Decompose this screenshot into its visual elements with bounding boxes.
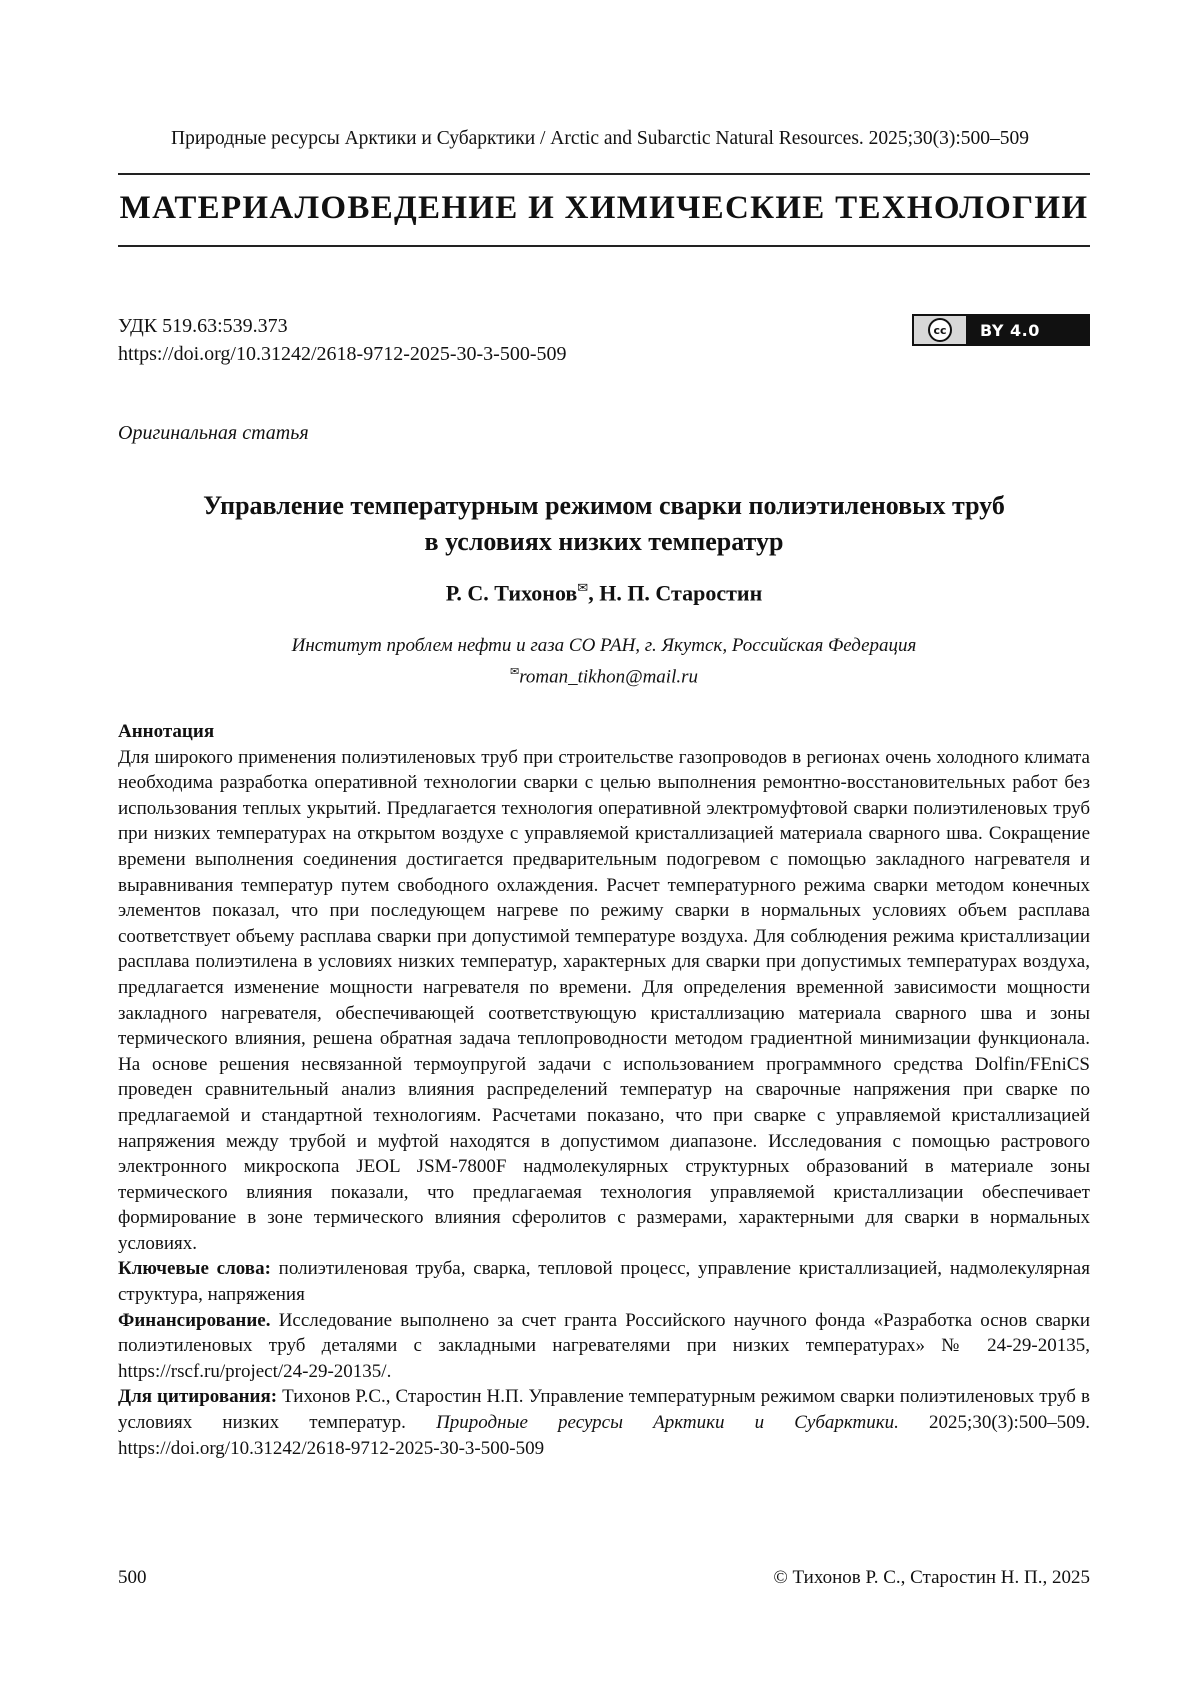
affiliation-block — [118, 632, 1090, 690]
funding-text: Исследование выполнено за счет гранта Российского научного фонда «Разработка основ сварки полиэтиленовых труб деталями с закладными нагревателями при низких температурах» № 24-29-20135, https://rscf.ru/project/24-29-20135/. — [118, 1309, 1090, 1382]
mail-icon: ✉ — [577, 580, 589, 595]
section-title: МАТЕРИАЛОВЕДЕНИЕ И ХИМИЧЕСКИЕ ТЕХНОЛОГИИ — [119, 190, 1089, 226]
author-1: Р. С. Тихонов — [445, 580, 578, 606]
header-rule-bottom — [118, 245, 1090, 247]
abstract-heading: Аннотация — [118, 721, 215, 742]
cc-license-badge[interactable] — [912, 314, 1090, 346]
cc-icon: cc — [928, 318, 952, 342]
page-number: 500 — [118, 1567, 147, 1588]
email-line — [118, 659, 1090, 690]
cc-license-text: BY 4.0 — [980, 320, 1040, 340]
authors — [118, 580, 1090, 606]
udc-code: УДК 519.63:539.373 — [118, 315, 288, 337]
keywords-text: полиэтиленовая труба, сварка, тепловой процесс, управление кристаллизацией, надмолекулярная структура, напряжения — [118, 1258, 1090, 1306]
header-rule-top — [118, 173, 1090, 175]
affiliation: Институт проблем нефти и газа СО РАН, г. Якутск, Российская Федерация — [291, 635, 917, 656]
author-email[interactable]: roman_tikhon@mail.ru — [519, 666, 699, 688]
udc-block — [118, 312, 567, 368]
copyright: © Тихонов Р. С., Старостин Н. П., 2025 — [773, 1567, 1090, 1588]
citation-text-a: Тихонов Р.С., Старостин Н.П. Управление температурным режимом сварки полиэтиленовых труб в условиях низких температур. — [118, 1386, 1090, 1434]
citation-journal: Природные ресурсы Арктики и Субарктики. — [436, 1412, 899, 1434]
doi-link[interactable]: https://doi.org/10.31242/2618-9712-2025-30-3-500-509 — [118, 343, 567, 365]
article-title-line1: Управление температурным режимом сварки полиэтиленовых труб — [203, 491, 1005, 520]
abstract-block — [118, 719, 1090, 1461]
cc-logo — [914, 316, 966, 344]
article-title — [118, 488, 1090, 560]
keywords — [118, 1256, 1090, 1307]
article-type: Оригинальная статья — [118, 422, 309, 444]
keywords-label: Ключевые слова: — [118, 1258, 271, 1280]
mail-icon: ✉ — [509, 666, 520, 678]
journal-header: Природные ресурсы Арктики и Субарктики / Arctic and Subarctic Natural Resources. 2025;30(3):500–509 — [170, 128, 1029, 149]
funding-label: Финансирование. — [118, 1309, 271, 1331]
abstract-text: Для широкого применения полиэтиленовых труб при строительстве газопроводов в регионах очень холодного климата необходима разработка оперативной технологии сварки с целью выполнения ремонтно-восстановительных работ без использования теплых укрытий. Предлагается технология оперативной электромуфтовой сварки полиэтиленовых труб при низких температурах на открытом воздухе с управляемой кристаллизацией материала сварного шва. Сокращение времени выполнения соединения достигается предварительным подогревом с помощью закладного нагревателя и выравнивания температур путем свободного охлаждения. Расчет температурного режима сварки методом конечных элементов показал, что при последующем нагреве по режиму сварки в нормальных условиях объем расплава соответствует объему расплава сварки при допустимой температуре воздуха. Для соблюдения режима кристаллизации расплава полиэтилена в условиях низких температур, характерных для сварки при допустимых температурах воздуха, предлагается изменение мощности нагревателя по времени. Для определения временной зависимости мощности закладного нагревателя, обеспечивающей соответствующую кристаллизацию материала сварного шва и зоны термического влияния, решена обратная задача теплопроводности методом градиентной минимизации функционала. На основе решения несвязанной термоупругой задачи с использованием программного средства Dolfin/FEniCS проведен сравнительный анализ влияния распределений температур на сварочные напряжения при сварке по предлагаемой и стандартной технологиям. Расчетами показано, что при сварке с управляемой кристаллизацией напряжения между трубой и муфтой находятся в допустимом диапазоне. Исследования с помощью растрового электронного микроскопа JEOL JSM-7800F надмолекулярных структурных образований в материале зоны термического влияния показали, что предлагаемая технология управляемой кристаллизации обеспечивает формирование в зоне термического влияния сферолитов с размерами, характерными для сварки в нормальных условиях. — [118, 746, 1090, 1254]
article-title-line2: в условиях низких температур — [424, 527, 784, 556]
author-separator: , — [588, 580, 600, 606]
citation — [118, 1384, 1090, 1461]
author-2: Н. П. Старостин — [599, 580, 763, 606]
funding — [118, 1308, 1090, 1385]
citation-text-b: 2025;30(3):500–509. https://doi.org/10.31242/2618-9712-2025-30-3-500-509 — [118, 1412, 1091, 1459]
citation-label: Для цитирования: — [118, 1386, 278, 1408]
